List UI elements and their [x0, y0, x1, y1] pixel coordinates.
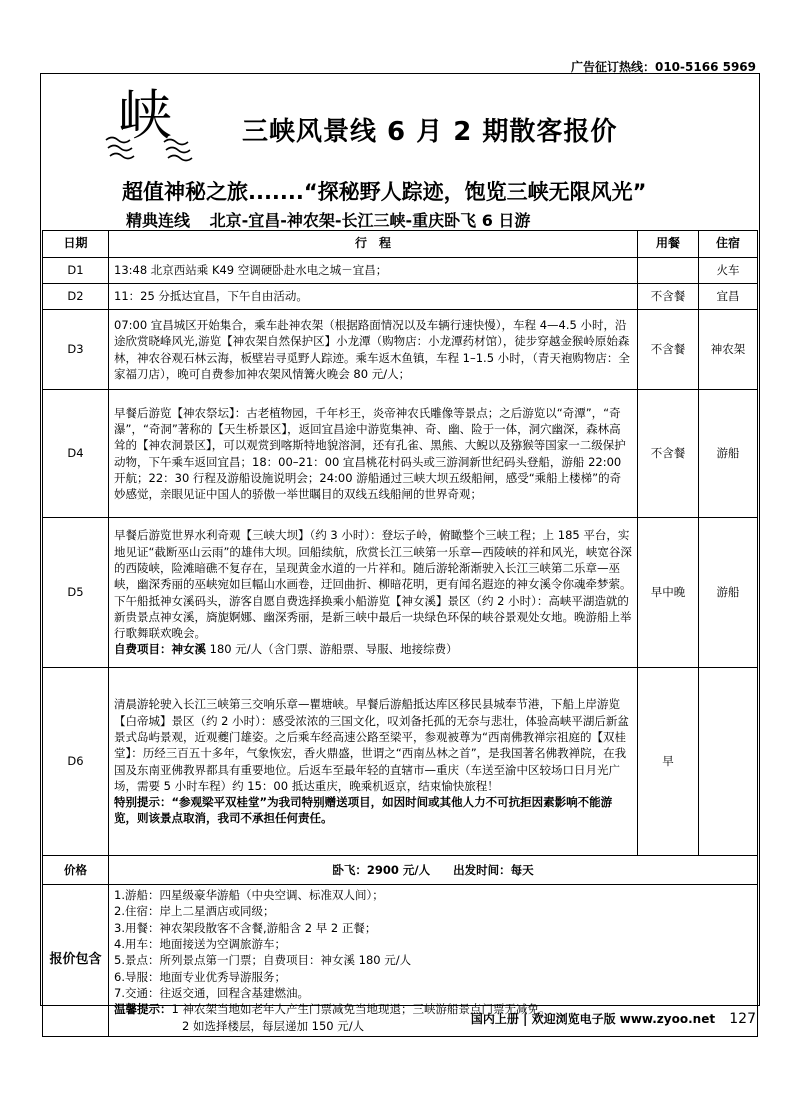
table-row	[43, 518, 758, 668]
footer-text: 国内上册 | 欢迎浏览电子版 www.zyoo.net	[470, 1012, 716, 1026]
header-day: 日期	[43, 231, 109, 258]
header-meal: 用餐	[638, 231, 699, 258]
list-item: 1.游船：四星级豪华游船（中央空调、标准双人间）；	[114, 888, 384, 902]
itinerary-cell: 早餐后游览【神农祭坛】：古老植物园，千年杉王，炎帝神农氏雕像等景点；之后游览以“奇潭”，“奇瀑”，“奇洞”著称的【天生桥景区】，返回宜昌途中游览集神、奇、幽、险于一体，洞穴幽深，森林高耸的【神农洞景区】，可以观赏到喀斯特地貌溶洞，还有孔雀、黑熊、大鲵以及猕猴等国家一二级保护动物，下午乘车返回宜昌；18：00–21：00 宜昌桃花村码头或三游洞新世纪码头登船，游船 22:00 开航；22：30 行程及游船设施说明会；24:00 游船通过三峡大坝五级船闸，感受“乘船上楼梯”的奇妙感觉，亲眼见证中国人的骄傲一举世瞩目的双线五线船闸的世界奇观；	[109, 390, 638, 518]
page-number: 127	[729, 1011, 756, 1027]
table-row	[43, 390, 758, 518]
price-row	[43, 856, 758, 885]
day-cell: D6	[43, 668, 109, 856]
meal-cell: 不含餐	[638, 390, 699, 518]
extra-text: 180 元/人（含门票、游船票、导服、地接综费）	[206, 642, 458, 657]
meal-cell: 早中晚	[638, 518, 699, 668]
table-header-row	[43, 231, 758, 258]
route-label: 精典连线	[126, 211, 191, 230]
tips-text: 1 神农架当地如老年人产生门票减免当地现退；三峡游船景点门票无减免。	[171, 1002, 551, 1017]
page-subtitle: 超值神秘之旅.......“探秘野人踪迹，饱览三峡无限风光”	[122, 180, 647, 204]
hotel-cell: 神农架	[699, 310, 758, 390]
itinerary-cell	[109, 668, 638, 856]
list-item: 5.景点：所列景点第一门票；自费项目：神女溪 180 元/人	[114, 953, 412, 968]
route-text: 北京-宜昌-神农架-长江三峡-重庆卧飞 6 日游	[209, 211, 531, 230]
table-row	[43, 258, 758, 284]
extra-label: 自费项目：神女溪	[114, 642, 206, 657]
table-row	[43, 284, 758, 310]
day-cell: D5	[43, 518, 109, 668]
table-row	[43, 668, 758, 856]
itinerary-cell	[109, 518, 638, 668]
list-item: 3.用餐：神农架段散客不含餐,游船含 2 早 2 正餐；	[114, 920, 377, 935]
table-row	[43, 310, 758, 390]
tips-label: 温馨提示：	[114, 1002, 172, 1017]
itinerary-table	[42, 230, 758, 1037]
hotel-cell: 游船	[699, 518, 758, 668]
list-item: 7.交通：往返交通，回程含基建燃油。	[114, 985, 309, 1000]
price-value: 卧飞：2900 元/人 出发时间：每天	[109, 856, 758, 885]
day-cell: D1	[43, 258, 109, 284]
page-title: 三峡风景线 6 月 2 期散客报价	[242, 117, 618, 147]
itinerary-cell: 07:00 宜昌城区开始集合，乘车赴神农架（根据路面情况以及车辆行速快慢），车程 4—4.5 小时，沿途欣赏晓峰风光,游览【神农架自然保护区】小龙潭（购物店：小龙潭药材馆），徒步穿越金猴岭原始森林，神农谷观石林云海，板壁岩寻觅野人踪迹。乘车返木鱼镇，车程 1–1.5 小时，（青天袍购物店：全家福刀店），晚可自费参加神农架风情篝火晚会 80 元/人；	[109, 310, 638, 390]
wave-decoration-icon	[104, 80, 200, 176]
page-footer	[471, 1010, 756, 1027]
includes-label: 报价包含	[43, 885, 109, 1037]
ad-hotline: 广告征订热线：010-5166 5969	[570, 60, 756, 74]
day-cell: D4	[43, 390, 109, 518]
itinerary-cell: 13:48 北京西站乘 K49 空调硬卧赴水电之城－宜昌；	[109, 258, 638, 284]
itinerary-cell: 11：25 分抵达宜昌，下午自由活动。	[109, 284, 638, 310]
header-hotel: 住宿	[699, 231, 758, 258]
tips-text: 2 如选择楼层，每层递加 150 元/人	[182, 1018, 365, 1033]
special-tip: 特别提示：“参观梁平双桂堂”为我司特别赠送项目，如因时间或其他人力不可抗拒因素影响不能游览，则该景点取消，我司不承担任何责任。	[114, 795, 613, 826]
hotel-cell: 宜昌	[699, 284, 758, 310]
itinerary-text: 清晨游轮驶入长江三峡第三交响乐章—瞿塘峡。早餐后游船抵达库区移民县城奉节港，下船上岸游览【白帝城】景区（约 2 小时）：感受浓浓的三国文化，叹刘备托孤的无奈与悲壮，体验高峡平湖后新盆景式岛屿景观，近观夔门雄姿。之后乘车经高速公路至梁平，参观被尊为“西南佛教禅宗祖庭的【双桂堂】：历经三百五十多年，气象恢宏，香火鼎盛，世谓之“西南丛林之首”，是我国著名佛教禅院，在我国及东南亚佛教界都具有重要地位。后返车至最年轻的直辖市—重庆（车送至渝中区较场口日月光广场，需要 5 小时车程）约 15：00 抵达重庆，晚乘机返京，结束愉快旅程！	[114, 697, 629, 793]
logo-character: 峡	[118, 84, 172, 147]
route-line	[126, 208, 544, 231]
list-item: 4.用车：地面接送为空调旅游车；	[114, 936, 286, 951]
header-itinerary: 行 程	[109, 231, 638, 258]
day-cell: D3	[43, 310, 109, 390]
day-cell: D2	[43, 284, 109, 310]
price-label: 价格	[43, 856, 109, 885]
meal-cell	[638, 258, 699, 284]
meal-cell: 不含餐	[638, 284, 699, 310]
hotel-cell: 火车	[699, 258, 758, 284]
list-item: 2.住宿：岸上二星酒店或同级；	[114, 904, 275, 919]
meal-cell: 不含餐	[638, 310, 699, 390]
list-item: 6.导服：地面专业优秀导游服务；	[114, 969, 286, 984]
meal-cell: 早	[638, 668, 699, 856]
hotel-cell	[699, 668, 758, 856]
hotel-cell: 游船	[699, 390, 758, 518]
logo	[104, 80, 200, 176]
itinerary-text: 早餐后游览世界水利奇观【三峡大坝】（约 3 小时）：登坛子岭，俯瞰整个三峡工程；上 185 平台，实地见证“截断巫山云雨”的雄伟大坝。回船续航，欣赏长江三峡第一乐章—西陵峡的祥和风光，峡宽谷深的西陵峡，险滩暗礁不复存在，呈现黄金水道的一片祥和。随后游轮渐渐驶入长江三峡第二乐章—巫峡，幽深秀丽的巫峡宛如巨幅山水画卷，迂回曲折、柳暗花明，更有闻名遐迩的神女溪令你魂牵梦萦。下午船抵神女溪码头，游客自愿自费选择换乘小船游览【神女溪】景区（约 2 小时）：高峡平湖造就的新贵景点神女溪，旖旎婀娜、幽深秀丽，是新三峡中最后一块绿色环保的峡谷景观处女地。晚游船上举行歌舞联欢晚会。	[114, 528, 632, 641]
